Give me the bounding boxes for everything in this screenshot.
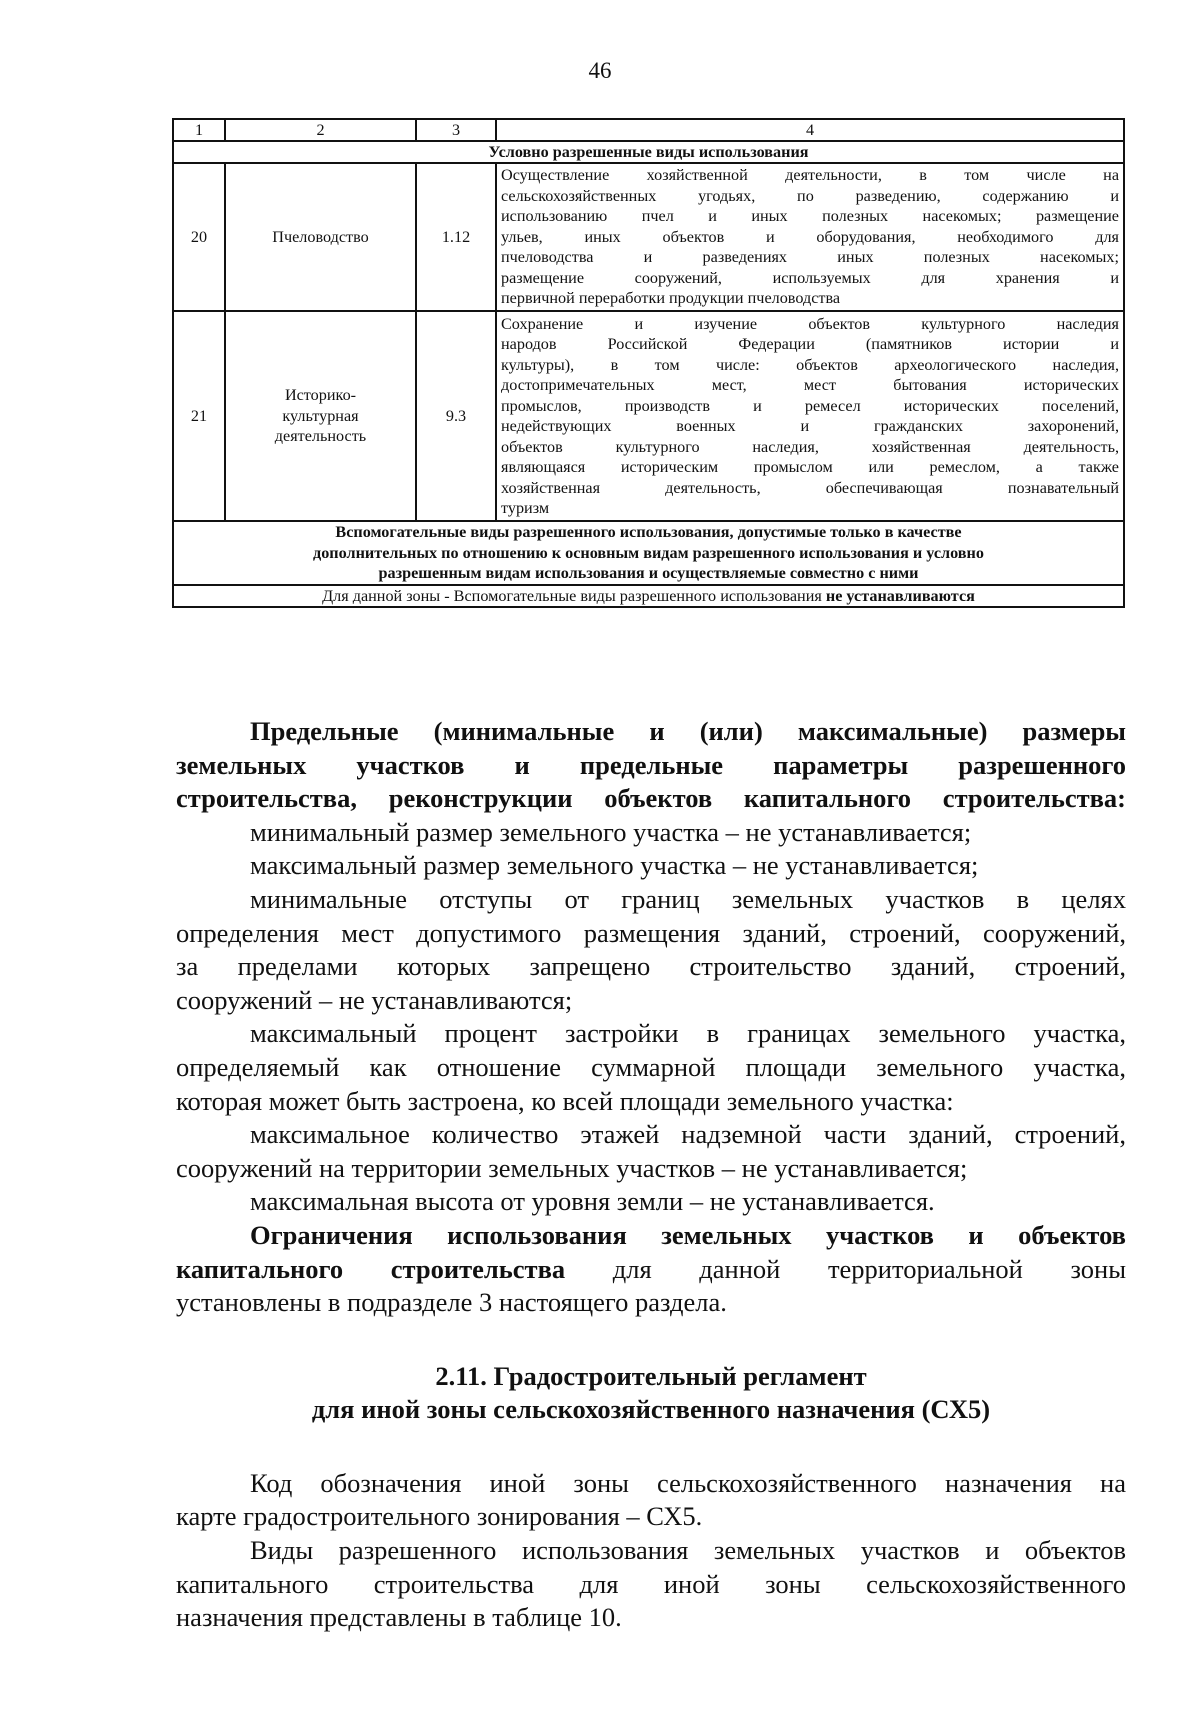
row-number: 21 [173, 311, 225, 521]
table-header-cell: 3 [416, 119, 496, 141]
text-line: которая может быть застроена, ко всей площади земельного участка: [176, 1085, 954, 1116]
auxiliary-title-row [173, 521, 1124, 585]
description-line: народов Российской Федерации (памятников истории и [501, 335, 1119, 353]
auxiliary-title-line: дополнительных по отношению к основным видам разрешенного использования и условно [313, 543, 984, 562]
section-title-line: для иной зоны сельскохозяйственного назначения (СХ5) [311, 1394, 991, 1425]
auxiliary-title-line: разрешенным видам использования и осуществляемые совместно с ними [378, 564, 919, 582]
use-name [225, 311, 416, 521]
auxiliary-note-row [173, 585, 1124, 608]
paragraph-floors [176, 1118, 1126, 1185]
description-line: первичной переработки продукции пчеловодства [501, 289, 841, 308]
text-line: определения мест допустимого размещения зданий, строений, сооружений, [176, 917, 1126, 948]
restrictions-bold: капитального строительства [176, 1253, 566, 1284]
table-header-cell: 4 [496, 119, 1124, 141]
table-header-row [173, 119, 1124, 141]
land-use-table [172, 118, 1125, 608]
text-line: минимальные отступы от границ земельных участков в целях [250, 883, 1126, 914]
use-name-line: деятельность [274, 427, 367, 446]
auxiliary-title-line: Вспомогательные виды разрешенного использования, допустимые только в качестве [335, 523, 962, 541]
description-line: Осуществление хозяйственной деятельности, в том числе на [501, 166, 1119, 185]
section-title [176, 1360, 1126, 1427]
description-line: промыслов, производств и ремесел исторических поселений, [501, 396, 1119, 415]
text-line: сооружений – не устанавливаются; [176, 984, 573, 1015]
text-line: Ограничения использования земельных участков и объектов [250, 1219, 1126, 1250]
auxiliary-uses-note [173, 585, 1124, 608]
text-line: Виды разрешенного использования земельных участков и объектов [250, 1535, 1126, 1566]
description-line: объектов культурного наследия, хозяйственная деятельность, [501, 437, 1119, 456]
table-row [173, 311, 1124, 521]
text-line: установлены в подразделе 3 настоящего раздела. [176, 1287, 727, 1318]
auxiliary-uses-title [173, 521, 1124, 585]
table-header-cell: 2 [225, 119, 416, 141]
paragraph-setbacks [176, 883, 1126, 1017]
text-line: максимальный процент застройки в границах земельного участка, [250, 1018, 1126, 1049]
description-line: достопримечательных мест, мест бытования исторических [501, 376, 1119, 394]
table-row [173, 163, 1124, 311]
section-title-line: 2.11. Градостроительный регламент [435, 1360, 867, 1391]
use-code: 1.12 [416, 163, 496, 311]
text-line [176, 1253, 1126, 1287]
use-name: Пчеловодство [225, 163, 416, 311]
description-line: Сохранение и изучение объектов культурного наследия [501, 314, 1119, 333]
text-line: определяемый как отношение суммарной площади земельного участка, [176, 1051, 1126, 1082]
text-line: капитального строительства для иной зоны сельскохозяйственного [176, 1568, 1126, 1599]
description-line: являющаяся историческим промыслом или ремеслом, а также [501, 458, 1119, 476]
row-number: 20 [173, 163, 225, 311]
description-line: пчеловодства и разведениях иных полезных насекомых; [501, 248, 1119, 267]
description-line: культуры), в том числе: объектов археологического наследия, [501, 355, 1119, 374]
paragraph-table-ref [176, 1534, 1126, 1635]
restrictions-rest: для данной территориальной зоны [565, 1253, 1126, 1284]
paragraph-min-size: минимальный размер земельного участка – не устанавливается; [250, 816, 972, 847]
text-line: Код обозначения иной зоны сельскохозяйственного назначения на [250, 1467, 1126, 1498]
heading-line: Предельные (минимальные и (или) максимальные) размеры [250, 716, 1126, 746]
auxiliary-note-bold: не устанавливаются [825, 586, 975, 605]
limits-heading [176, 715, 1126, 816]
text-line: за пределами которых запрещено строительство зданий, строений, [176, 951, 1126, 982]
conditional-title-row [173, 141, 1124, 163]
paragraph-coverage [176, 1017, 1126, 1118]
description-line: хозяйственная деятельность, обеспечивающая познавательный [501, 478, 1119, 497]
text-line: карте градостроительного зонирования – СХ5. [176, 1501, 703, 1532]
use-description [496, 311, 1124, 521]
description-line: размещение сооружений, используемых для хранения и [501, 268, 1119, 287]
description-line: ульев, иных объектов и оборудования, необходимого для [501, 227, 1119, 246]
use-code: 9.3 [416, 311, 496, 521]
paragraph-restrictions [176, 1219, 1126, 1320]
use-description [496, 163, 1124, 311]
use-name-line: Историко- [284, 386, 357, 405]
description-line: использованию пчел и иных полезных насекомых; размещение [501, 207, 1119, 226]
use-name-line: культурная [282, 406, 359, 425]
auxiliary-note-text: Для данной зоны - Вспомогательные виды разрешенного использования [322, 586, 826, 605]
description-line: туризм [501, 499, 550, 517]
paragraph-zone-code [176, 1467, 1126, 1534]
page-number: 46 [588, 58, 612, 83]
table-header-cell: 1 [173, 119, 225, 141]
heading-line: строительства, реконструкции объектов капитального строительства: [176, 783, 1126, 814]
paragraph-height: максимальная высота от уровня земли – не устанавливается. [250, 1186, 935, 1217]
heading-line: земельных участков и предельные параметры разрешенного [176, 749, 1126, 780]
description-line: сельскохозяйственных угодьях, по разведению, содержанию и [501, 186, 1119, 205]
text-line: максимальное количество этажей надземной части зданий, строений, [250, 1119, 1126, 1150]
text-line: назначения представлены в таблице 10. [176, 1602, 622, 1633]
conditional-uses-title: Условно разрешенные виды использования [173, 141, 1124, 163]
paragraph-max-size: максимальный размер земельного участка – не устанавливается; [250, 850, 979, 881]
description-line: недействующих военных и гражданских захоронений, [501, 417, 1119, 435]
document-body [176, 715, 1126, 1635]
text-line: сооружений на территории земельных участков – не устанавливается; [176, 1152, 968, 1183]
